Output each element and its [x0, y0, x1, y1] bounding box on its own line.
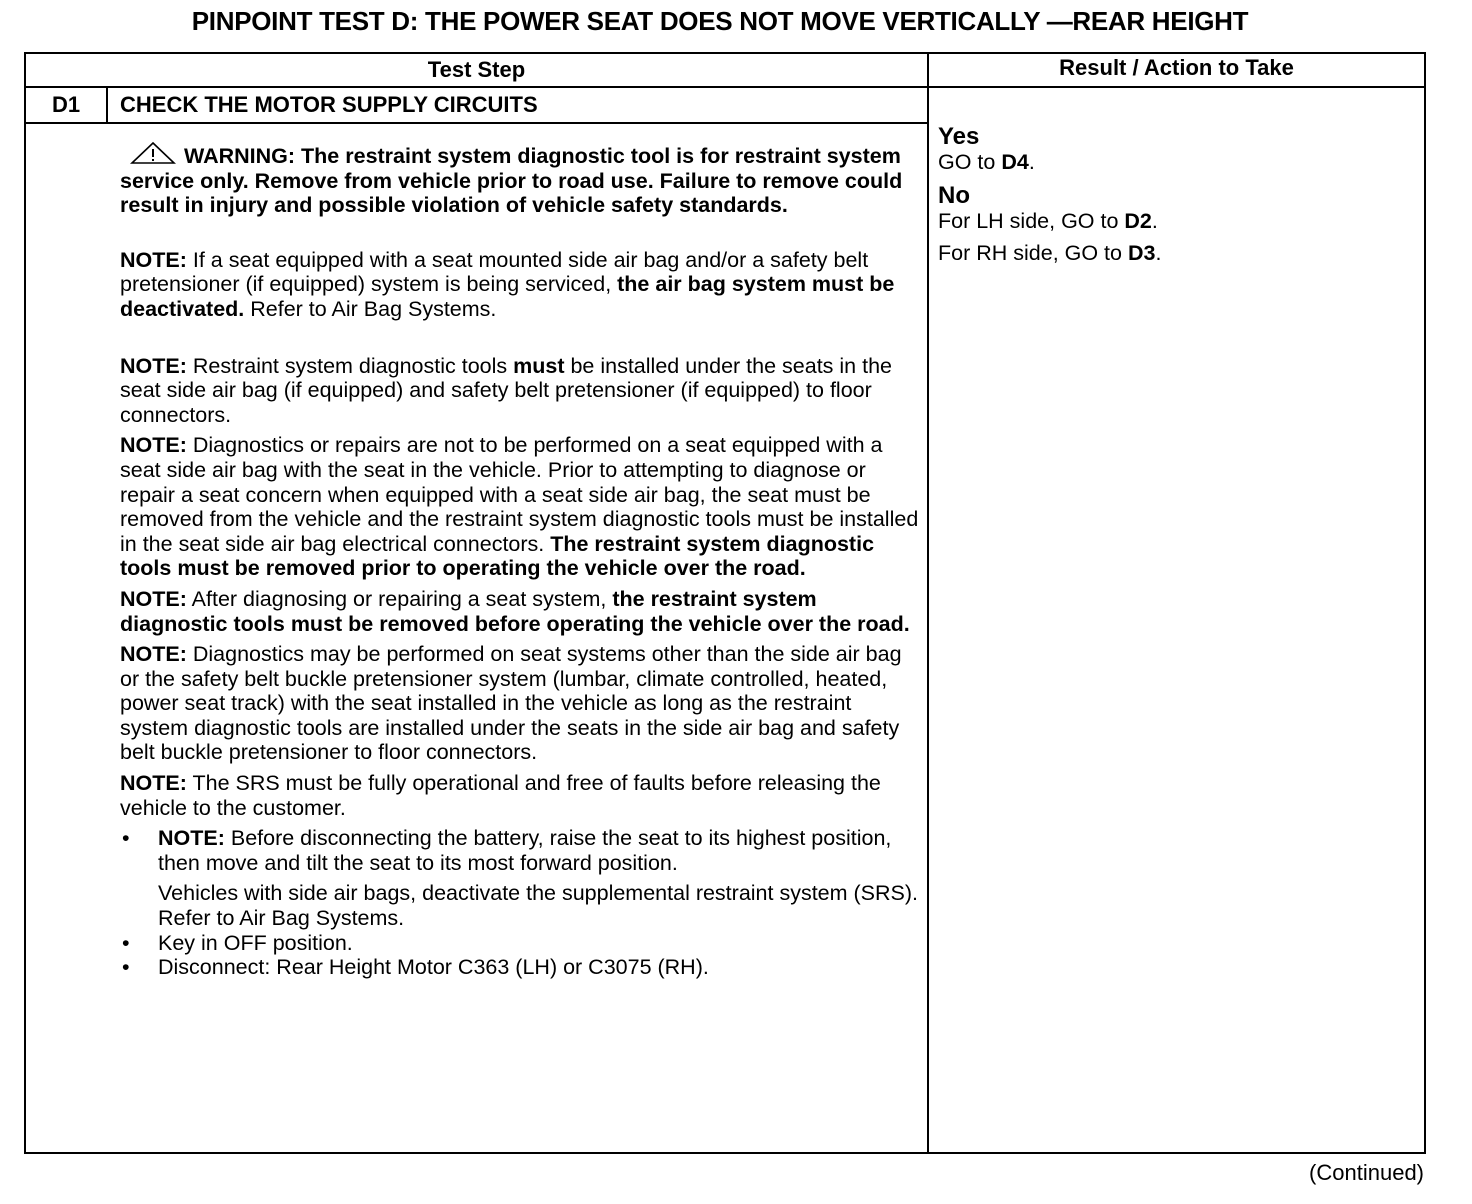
no-label: No	[938, 181, 970, 209]
bold-text: the restraint system diagnostic tools must be removed before operating the vehicle over the road.	[120, 586, 910, 636]
header-test-step: Test Step	[427, 57, 526, 82]
bold-text: The restraint system diagnostic tools must be removed prior to operating the vehicle over the road.	[120, 531, 875, 581]
text-segment: Diagnostics may be performed on seat systems other than the side air bag or the safety belt buckle pretensioner system (lumbar, climate controlled, heated, power seat track) with the seat installed in the vehicle as long as the restraint system diagnostic tools are installed under the seats in the side air bag and safety belt buckle pretensioner to floor connectors.	[120, 642, 902, 765]
step-title: CHECK THE MOTOR SUPPLY CIRCUITS	[120, 92, 538, 117]
text-segment: .	[1028, 150, 1035, 174]
text-segment: Restraint system diagnostic tools	[186, 353, 514, 378]
text-segment: Diagnostics or repairs are not to be performed on a seat equipped with a seat side air bag with the seat in the vehicle. Prior to attempting to diagnose or repair a seat concern when equipped with a seat side air bag, the seat must be removed from the vehicle and the restraint system diagnostic tools must be installed in the seat side air bag electrical connectors.	[120, 433, 919, 556]
text-segment: Key in OFF position.	[158, 930, 353, 955]
bold-text: D3	[1127, 241, 1156, 266]
bold-text: NOTE:	[120, 586, 187, 611]
bullet-icon: •	[122, 826, 130, 851]
notes-list	[120, 248, 920, 820]
text-segment: GO to	[938, 150, 1002, 174]
text-segment: The SRS must be fully operational and free of faults before releasing the vehicle to the customer.	[120, 771, 881, 820]
no-actions	[938, 209, 1161, 266]
bold-text: NOTE:	[120, 247, 187, 272]
warning-paragraph	[120, 142, 920, 218]
bullet-icon: •	[122, 930, 130, 955]
bullet-item	[120, 931, 920, 956]
text-segment: be installed under the seats in the seat side air bag (if equipped) and safety belt pretensioner (if equipped) to floor connectors.	[120, 353, 892, 427]
bold-text: the air bag system must be deactivated.	[120, 272, 895, 321]
bullet-paragraph	[158, 955, 920, 980]
note-paragraph	[120, 433, 920, 581]
bullet-item	[120, 955, 920, 980]
text-segment: .	[1155, 241, 1162, 266]
result-cell	[938, 124, 1161, 274]
warning-text: WARNING: The restraint system diagnostic tool is for restraint system service only. Remove from vehicle prior to road use. Failure to remove could result in injury and possible violation of vehicle safety standards.	[120, 144, 903, 218]
text-segment: For RH side, GO to	[938, 241, 1128, 266]
bullet-paragraph	[158, 881, 920, 930]
continued-label: (Continued)	[1309, 1160, 1424, 1185]
text-segment: Refer to Air Bag Systems.	[244, 296, 497, 321]
note-paragraph	[120, 248, 920, 322]
bold-text: D4	[1001, 150, 1029, 174]
bold-text: must	[513, 353, 565, 378]
yes-action	[938, 150, 1161, 175]
bold-text: NOTE:	[120, 771, 187, 796]
bullet-paragraph	[158, 931, 920, 956]
page-title: PINPOINT TEST D: THE POWER SEAT DOES NOT MOVE VERTICALLY —REAR HEIGHT	[191, 6, 1249, 36]
text-segment: For LH side, GO to	[938, 208, 1125, 233]
no-action	[938, 241, 1161, 266]
note-paragraph	[120, 771, 920, 820]
text-segment: Before disconnecting the battery, raise the seat to its highest position, then move and tilt the seat to its most forward position.	[158, 826, 892, 875]
warning-triangle-icon	[130, 142, 176, 164]
bold-text: NOTE:	[120, 433, 187, 458]
bullet-paragraph	[158, 826, 920, 875]
note-paragraph	[120, 587, 920, 636]
note-paragraph	[120, 354, 920, 428]
bullet-icon: •	[122, 955, 130, 980]
text-segment: Vehicles with side air bags, deactivate the supplemental restraint system (SRS). Refer to Air Bag Systems.	[158, 881, 919, 931]
bullet-item	[120, 826, 920, 930]
text-segment: .	[1151, 208, 1158, 233]
bold-text: NOTE:	[120, 353, 187, 378]
column-divider	[927, 54, 929, 1152]
step-row	[26, 88, 927, 124]
procedure-bullets	[120, 826, 920, 980]
step-id: D1	[26, 88, 108, 122]
bold-text: NOTE:	[158, 826, 225, 851]
no-action	[938, 209, 1161, 234]
bold-text: NOTE:	[120, 642, 187, 667]
step-body	[120, 142, 920, 980]
header-result-action: Result / Action to Take	[1059, 55, 1294, 80]
bold-text: D2	[1124, 208, 1152, 233]
yes-label: Yes	[938, 123, 980, 150]
note-paragraph	[120, 642, 920, 765]
table-header-row	[26, 54, 1424, 88]
text-segment: After diagnosing or repairing a seat system,	[186, 586, 613, 611]
text-segment: If a seat equipped with a seat mounted side air bag and/or a safety belt pretensioner (if equipped) system is being serviced,	[120, 247, 869, 297]
pinpoint-test-table	[24, 52, 1426, 1154]
text-segment: Disconnect: Rear Height Motor C363 (LH) or C3075 (RH).	[158, 955, 709, 980]
